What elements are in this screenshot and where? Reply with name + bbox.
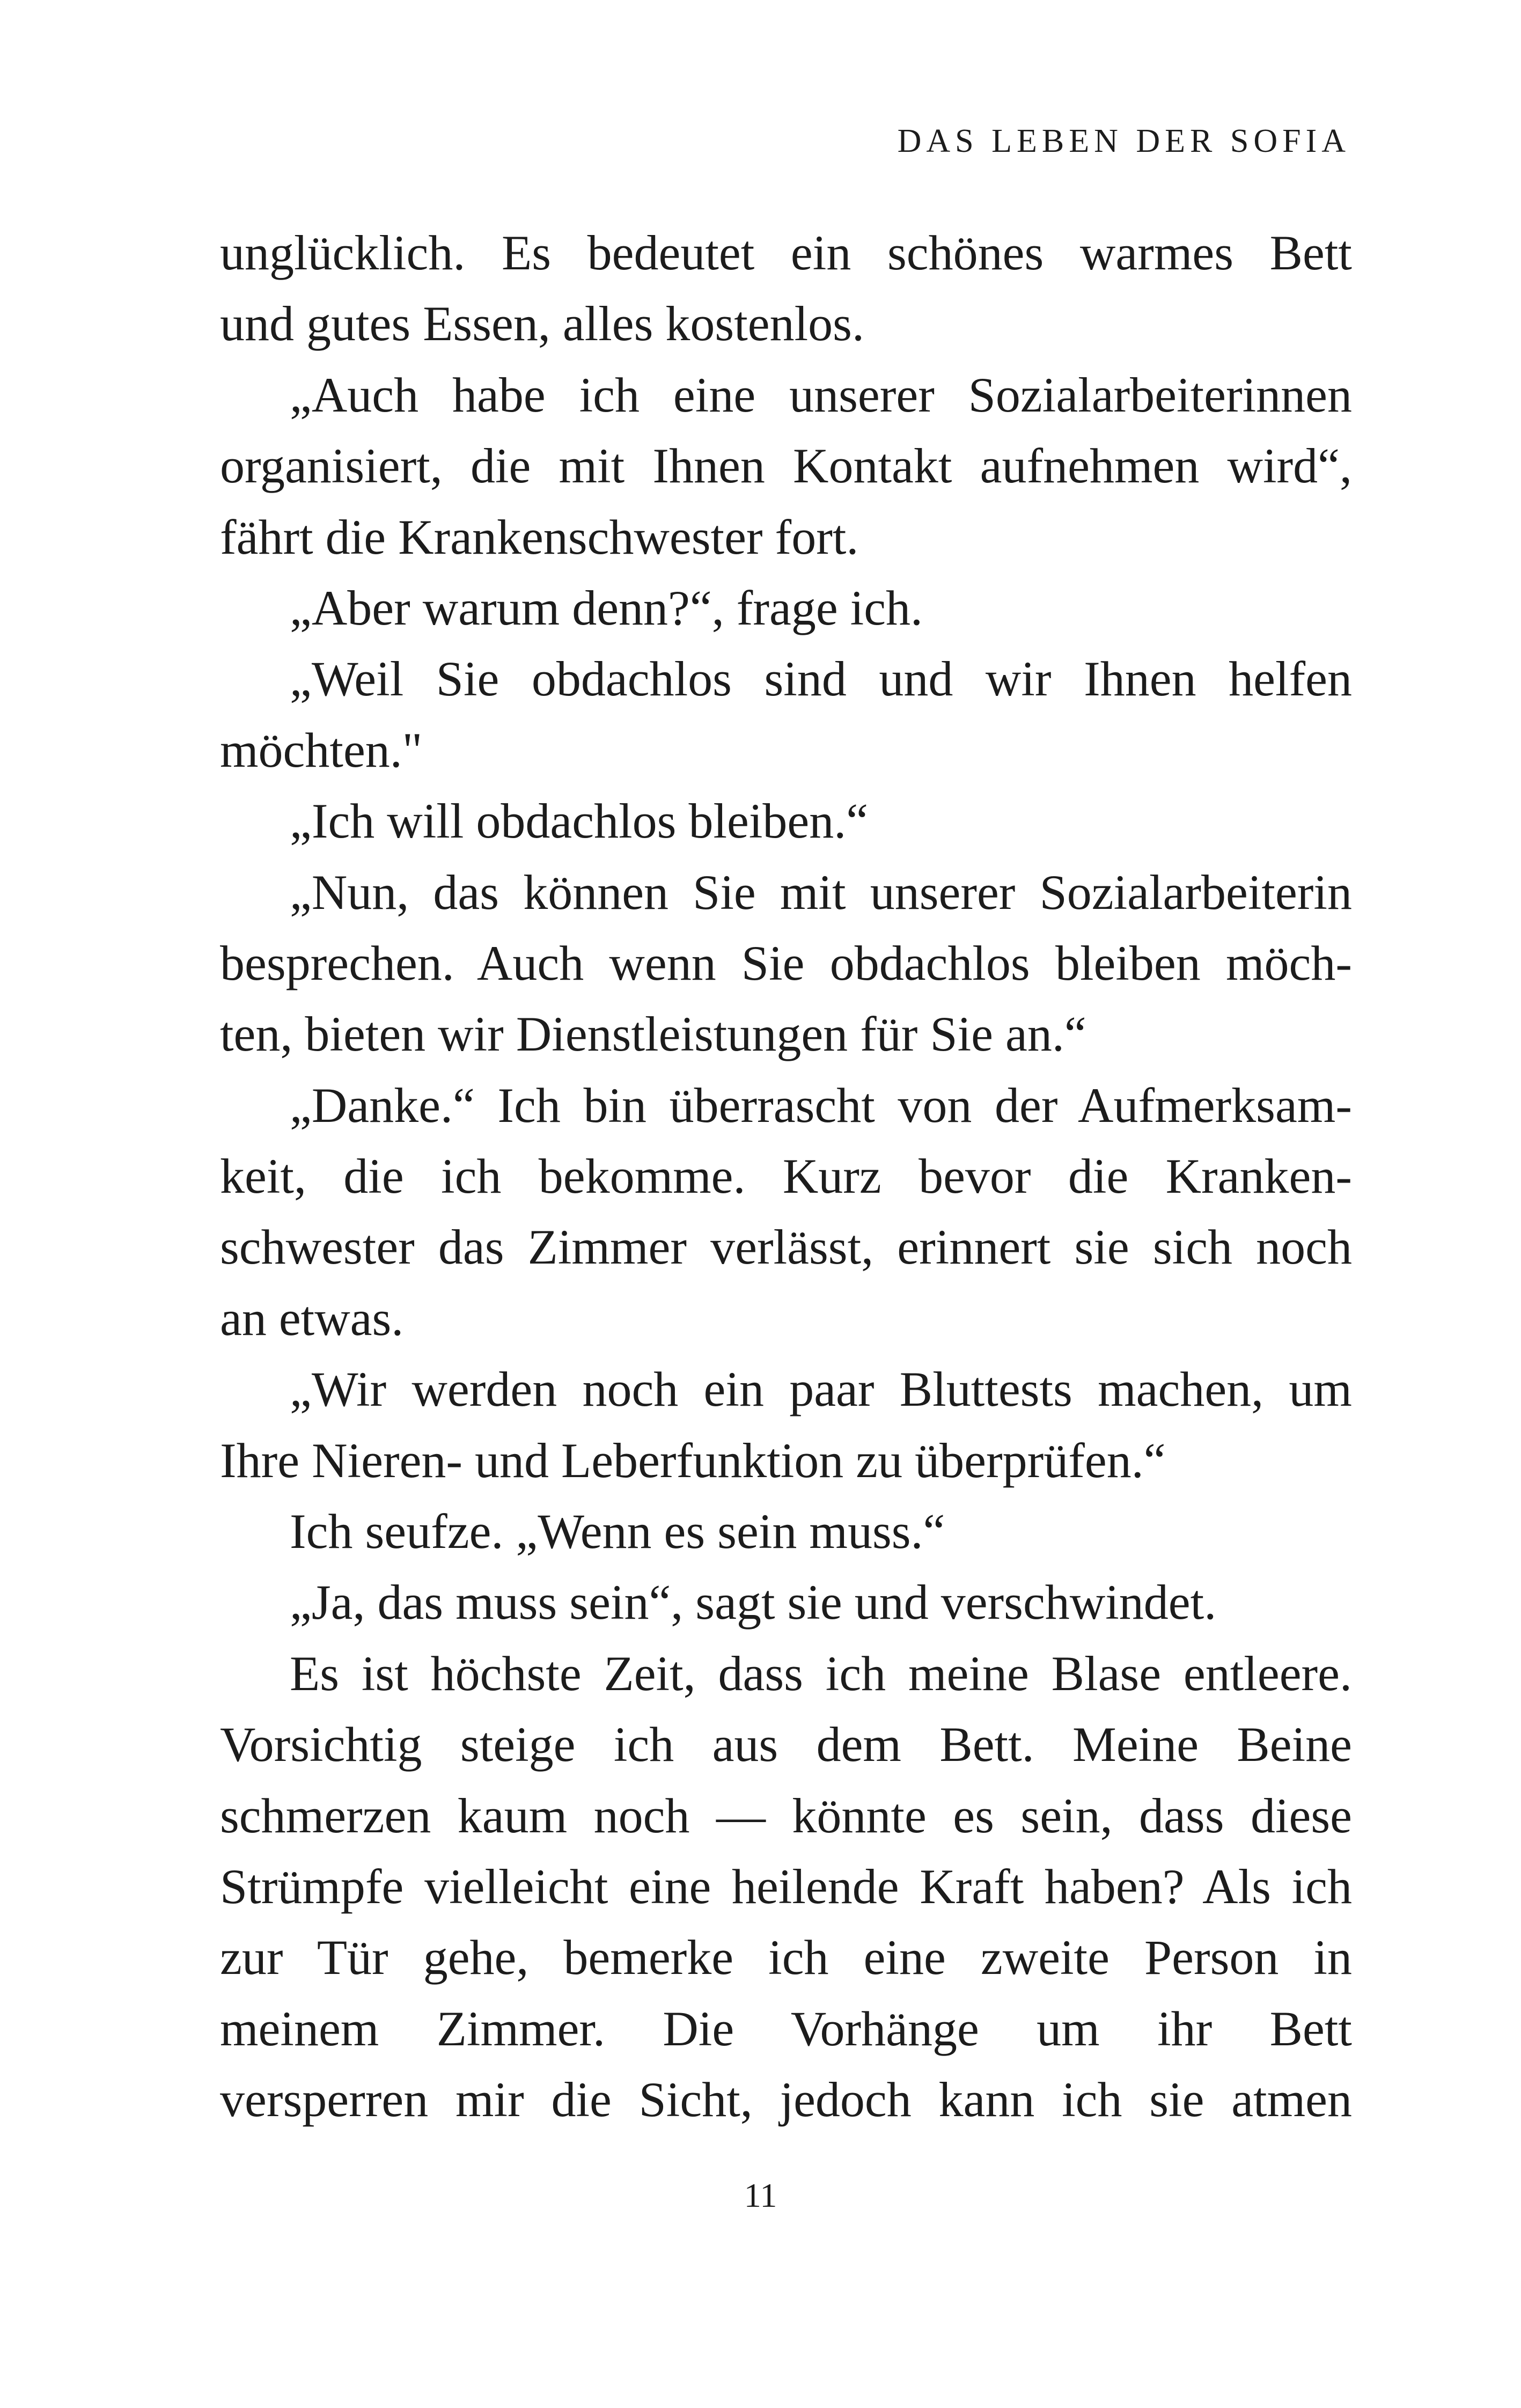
- text-line: organisiert, die mit Ihnen Kontakt aufnehmen wird“,: [220, 438, 1352, 494]
- text-line: „Ja, das muss sein“, sagt sie und verschwindet.: [290, 1575, 1217, 1630]
- text-line: an etwas.: [220, 1290, 404, 1346]
- text-line: Vorsichtig steige ich aus dem Bett. Meine Beine: [220, 1717, 1352, 1772]
- text-line: zur Tür gehe, bemerke ich eine zweite Person in: [220, 1930, 1352, 1985]
- text-line: schwester das Zimmer verlässt, erinnert sie sich noch: [220, 1220, 1352, 1275]
- text-line: „Danke.“ Ich bin überrascht von der Aufmerksam-: [290, 1077, 1352, 1133]
- text-line: Strümpfe vielleicht eine heilende Kraft haben? Als ich: [220, 1859, 1352, 1914]
- text-line: und gutes Essen, alles kostenlos.: [220, 296, 864, 351]
- text-line: „Nun, das können Sie mit unserer Sozialarbeiterin: [290, 864, 1352, 920]
- text-line: Es ist höchste Zeit, dass ich meine Blase entleere.: [290, 1646, 1352, 1701]
- text-line: ten, bieten wir Dienstleistungen für Sie an.“: [220, 1007, 1086, 1062]
- text-line: „Ich will obdachlos bleiben.“: [290, 794, 869, 849]
- text-line: unglücklich. Es bedeutet ein schönes warmes Bett: [220, 225, 1352, 280]
- text-line: schmerzen kaum noch — könnte es sein, dass diese: [220, 1788, 1352, 1843]
- text-line: „Auch habe ich eine unserer Sozialarbeiterinnen: [290, 367, 1352, 422]
- text-line: möchten.": [220, 722, 423, 777]
- text-line: meinem Zimmer. Die Vorhänge um ihr Bett: [220, 2001, 1352, 2056]
- body-text: [220, 217, 1352, 2135]
- page-number: 11: [744, 2176, 777, 2214]
- text-line: keit, die ich bekomme. Kurz bevor die Kranken-: [220, 1149, 1352, 1204]
- text-line: Ich seufze. „Wenn es sein muss.“: [290, 1504, 945, 1559]
- text-line: „Aber warum denn?“, frage ich.: [290, 580, 923, 635]
- text-line: „Wir werden noch ein paar Bluttests machen, um: [290, 1362, 1352, 1417]
- text-line: fährt die Krankenschwester fort.: [220, 509, 859, 564]
- running-header-title: DAS LEBEN DER SOFIA: [897, 123, 1350, 159]
- text-line: Ihre Nieren- und Leberfunktion zu überprüfen.“: [220, 1433, 1166, 1488]
- text-line: besprechen. Auch wenn Sie obdachlos bleiben möch-: [220, 935, 1352, 990]
- text-line: versperren mir die Sicht, jedoch kann ich sie atmen: [220, 2072, 1352, 2127]
- text-line: „Weil Sie obdachlos sind und wir Ihnen helfen: [290, 651, 1352, 707]
